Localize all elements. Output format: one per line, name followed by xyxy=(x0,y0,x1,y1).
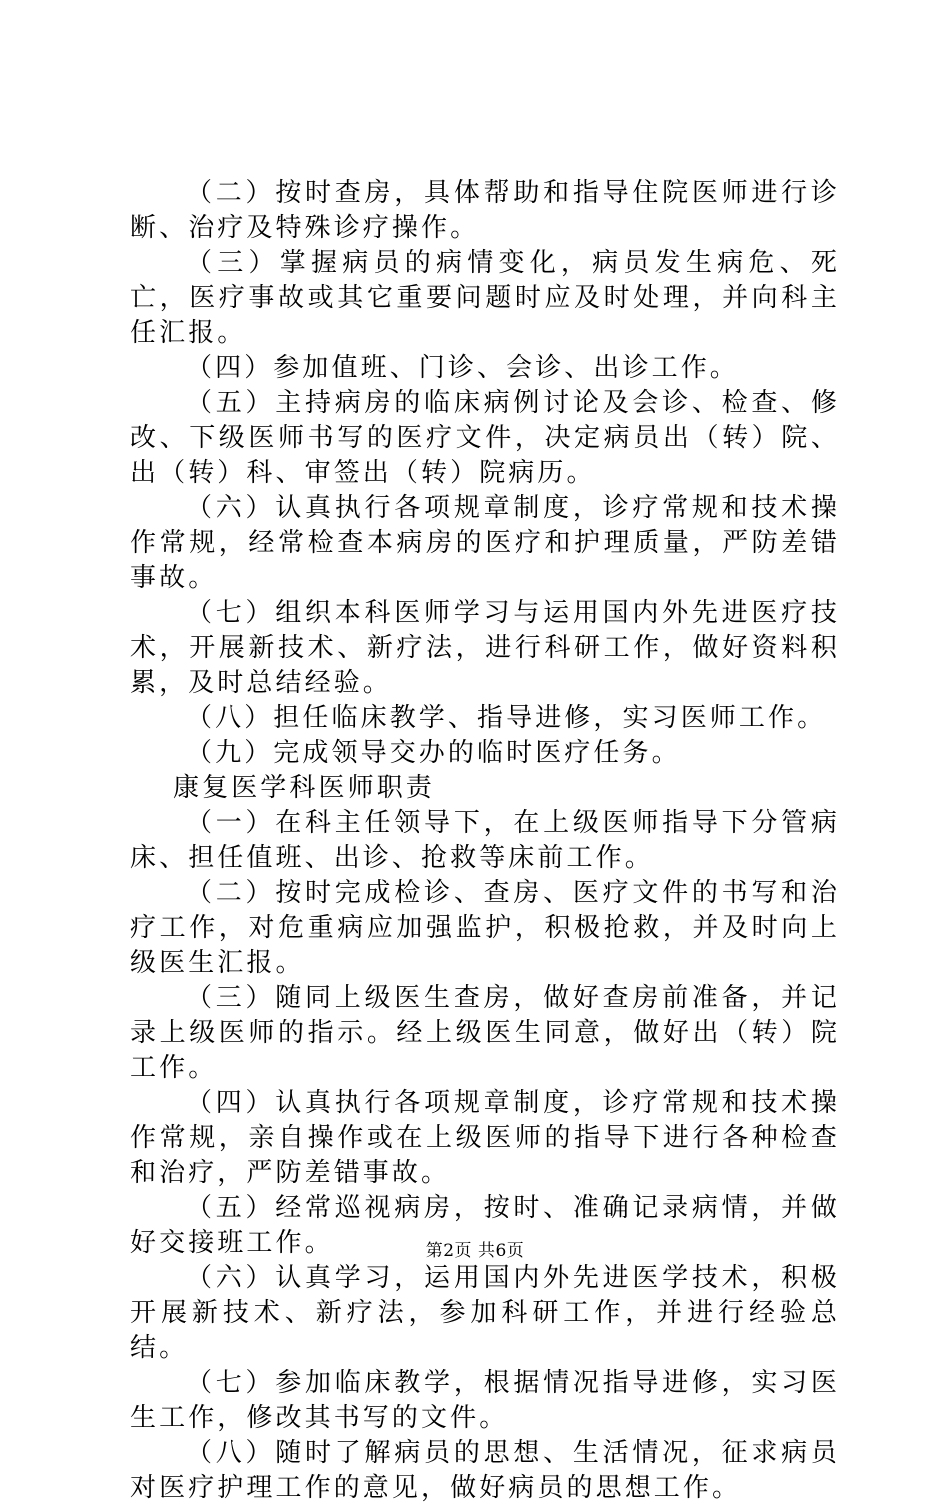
physician-duty-3: （三）随同上级医生查房，做好查房前准备，并记录上级医师的指示。经上级医生同意，做好出（转）院工作。 xyxy=(130,983,840,1083)
physician-duty-8: （八）随时了解病员的思想、生活情况，征求病员对医疗护理工作的意见，做好病员的思想工作。 xyxy=(130,1438,840,1503)
duty-paragraph-2: （二）按时查房，具体帮助和指导住院医师进行诊断、治疗及特殊诊疗操作。 xyxy=(130,178,840,243)
section-heading: 康复医学科医师职责 xyxy=(173,773,435,803)
duty-paragraph-8: （八）担任临床教学、指导进修，实习医师工作。 xyxy=(186,703,827,733)
physician-duty-4: （四）认真执行各项规章制度，诊疗常规和技术操作常规，亲自操作或在上级医师的指导下进行各种检查和治疗，严防差错事故。 xyxy=(130,1088,840,1188)
duty-paragraph-6: （六）认真执行各项规章制度，诊疗常规和技术操作常规，经常检查本病房的医疗和护理质量，严防差错事故。 xyxy=(130,493,840,593)
duty-paragraph-3: （三）掌握病员的病情变化，病员发生病危、死亡，医疗事故或其它重要问题时应及时处理，并向科主任汇报。 xyxy=(130,248,840,348)
physician-duty-1: （一）在科主任领导下，在上级医师指导下分管病床、担任值班、出诊、抢救等床前工作。 xyxy=(130,808,840,873)
physician-duty-5: （五）经常巡视病房，按时、准确记录病情，并做好交接班工作。 xyxy=(130,1193,840,1258)
physician-duty-6: （六）认真学习，运用国内外先进医学技术，积极开展新技术、新疗法，参加科研工作，并进行经验总结。 xyxy=(130,1263,840,1363)
duty-paragraph-5: （五）主持病房的临床病例讨论及会诊、检查、修改、下级医师书写的医疗文件，决定病员出（转）院、出（转）科、审签出（转）院病历。 xyxy=(130,388,840,488)
physician-duty-2: （二）按时完成检诊、查房、医疗文件的书写和治疗工作，对危重病应加强监护，积极抢救，并及时向上级医生汇报。 xyxy=(130,878,840,978)
duty-paragraph-4: （四）参加值班、门诊、会诊、出诊工作。 xyxy=(186,353,739,383)
duty-paragraph-9: （九）完成领导交办的临时医疗任务。 xyxy=(186,738,681,768)
page-number-footer: 第2页 共6页 xyxy=(425,1241,525,1261)
document-body xyxy=(130,176,840,1506)
physician-duty-7: （七）参加临床教学，根据情况指导进修，实习医生工作，修改其书写的文件。 xyxy=(130,1368,840,1433)
duty-paragraph-7: （七）组织本科医师学习与运用国内外先进医疗技术，开展新技术、新疗法，进行科研工作，做好资料积累，及时总结经验。 xyxy=(130,598,840,698)
